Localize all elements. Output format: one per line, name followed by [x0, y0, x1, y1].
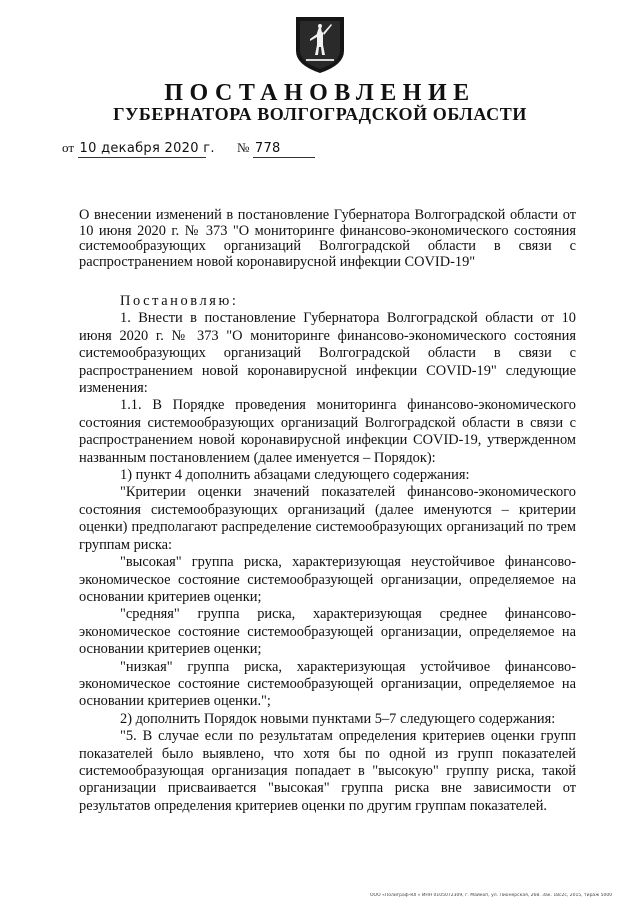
- paragraph: "5. В случае если по результатам определения критериев оценки групп показателей было выявлено, что хотя бы по одной из групп показателей системообразующая организация попадает в "высокую" группу риска, такой организации присваивается "высокая" группа риска вне зависимости от результатов определения критериев оценки по другим группам показателей.: [79, 728, 576, 814]
- paragraph: "средняя" группа риска, характеризующая среднее финансово-экономическое состояние системообразующей организации, определяемое на основании критериев оценки;: [79, 606, 576, 658]
- number-prefix: №: [237, 140, 250, 155]
- document-title: ПОСТАНОВЛЕНИЕ: [164, 80, 476, 106]
- date-field: [62, 140, 215, 158]
- paragraph: "Критерии оценки значений показателей финансово-экономического состояния системообразующих организаций (далее именуются – критерии оценки) предполагают распределение системообразующих организаций по трем группам риска:: [79, 484, 576, 553]
- paragraph: 1) пункт 4 дополнить абзацами следующего содержания:: [120, 467, 470, 484]
- paragraph: 1.1. В Порядке проведения мониторинга финансово-экономического состояния системообразующих организаций Волгоградской области в связи с распространением новой коронавирусной инфекции COVID-19, утвержденном названным постановлением (далее именуется – Порядок):: [79, 397, 576, 466]
- number-value: 778: [253, 141, 315, 158]
- date-value: 10 декабря 2020 г.: [79, 141, 215, 156]
- volgograd-coat-of-arms-icon: [292, 15, 348, 75]
- paragraph: "низкая" группа риска, характеризующая устойчивое финансово-экономическое состояние системообразующей организации, определяемое на основании критериев оценки.";: [79, 658, 576, 710]
- decree-subject: О внесении изменений в постановление Губернатора Волгоградской области от 10 июня 2020 г. № 373 "О мониторинге финансово-экономического состояния системообразующих организаций Волгоградской области в связи с распространением новой коронавирусной инфекции COVID-19": [79, 207, 576, 270]
- document-subtitle: ГУБЕРНАТОРА ВОЛГОГРАДСКОЙ ОБЛАСТИ: [113, 104, 527, 124]
- decree-word: Постановляю:: [120, 293, 239, 309]
- decree-body: [79, 293, 576, 815]
- number-field: [237, 140, 315, 158]
- paragraph: 2) дополнить Порядок новыми пунктами 5–7 следующего содержания:: [120, 710, 556, 727]
- printer-note: ООО «Полиграф-ЮГ» ИНН 0105072309, г. Майкоп, ул. Пионерская, 268. Зак. 18с2с, 2015, тираж 5000: [370, 893, 613, 898]
- date-prefix: от: [62, 140, 75, 155]
- paragraph: "высокая" группа риска, характеризующая неустойчивое финансово-экономическое состояние системообразующей организации, определяемое на основании критериев оценки;: [79, 554, 576, 605]
- paragraph: 1. Внести в постановление Губернатора Волгоградской области от 10 июня 2020 г. № 373 "О мониторинге финансово-экономического состояния системообразующих организаций Волгоградской области в связи с распространением новой коронавирусной инфекции COVID-19" следующие изменения:: [79, 310, 576, 397]
